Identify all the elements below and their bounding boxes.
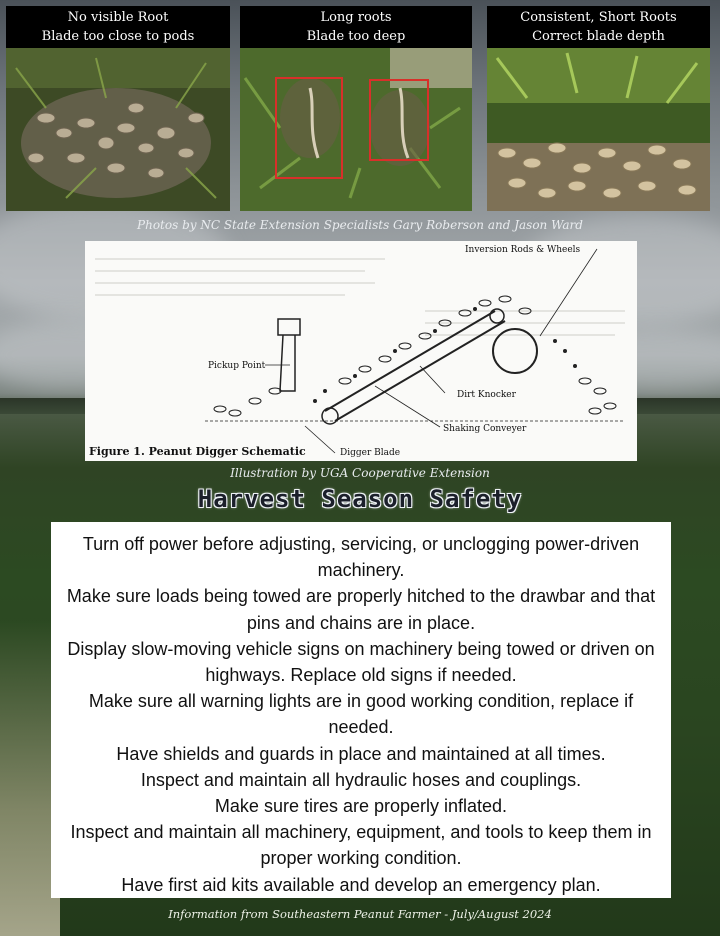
photo-caption-line2: Blade too close to pods	[41, 29, 195, 44]
photo-caption-line1: No visible Root	[67, 10, 169, 25]
label-inversion-rods: Inversion Rods & Wheels	[465, 245, 581, 255]
page-title: Harvest Season Safety	[197, 485, 523, 513]
schematic-drawing	[85, 241, 637, 461]
photo-panel-blade-too-deep	[240, 6, 472, 211]
safety-tip: Make sure loads being towed are properly hitched to the drawbar and that pins and chains are in place.	[66, 586, 656, 633]
label-shaking-conveyer: Shaking Conveyer	[443, 424, 527, 434]
label-pickup-point: Pickup Point	[208, 361, 266, 371]
photo-panel-correct-depth	[487, 6, 710, 211]
safety-tip: Inspect and maintain all machinery, equipment, and tools to keep them in proper working condition.	[70, 822, 652, 869]
safety-tip: Inspect and maintain all hydraulic hoses and couplings.	[140, 769, 582, 790]
photo-caption	[6, 6, 230, 48]
label-digger-blade: Digger Blade	[340, 448, 401, 458]
safety-tip: Display slow-moving vehicle signs on machinery being towed or driven on highways. Replace old signs if needed.	[67, 638, 655, 686]
photo-panel-blade-too-close	[6, 6, 230, 211]
peanut-photo-long-roots	[240, 48, 472, 211]
photo-caption-line1: Consistent, Short Roots	[520, 10, 677, 25]
peanut-photo-no-roots	[6, 48, 230, 211]
safety-tip: Make sure all warning lights are in good working condition, replace if needed.	[88, 691, 634, 738]
peanut-digger-schematic	[85, 241, 637, 461]
source-footer: Information from Southeastern Peanut Farmer - July/August 2024	[168, 907, 552, 921]
photo-caption-line2: Correct blade depth	[532, 29, 665, 44]
safety-tip: Have first aid kits available and develop an emergency plan.	[121, 874, 601, 895]
photo-caption	[487, 6, 710, 48]
photo-caption-line2: Blade too deep	[306, 29, 406, 44]
peanut-photo-short-roots	[487, 48, 710, 211]
figure-title: Figure 1. Peanut Digger Schematic	[89, 445, 306, 458]
photo-caption	[240, 6, 472, 48]
photo-credit: Photos by NC State Extension Specialists Gary Roberson and Jason Ward	[137, 218, 583, 232]
safety-tip: Turn off power before adjusting, servicing, or unclogging power-driven machinery.	[82, 534, 640, 581]
label-dirt-knocker: Dirt Knocker	[457, 390, 516, 400]
illustration-credit: Illustration by UGA Cooperative Extension	[230, 466, 490, 480]
safety-tips-list	[59, 531, 663, 898]
safety-tips-panel	[51, 522, 671, 898]
safety-tip: Have shields and guards in place and maintained at all times.	[116, 743, 606, 764]
safety-tip: Make sure tires are properly inflated.	[214, 796, 508, 817]
photo-caption-line1: Long roots	[320, 10, 392, 25]
